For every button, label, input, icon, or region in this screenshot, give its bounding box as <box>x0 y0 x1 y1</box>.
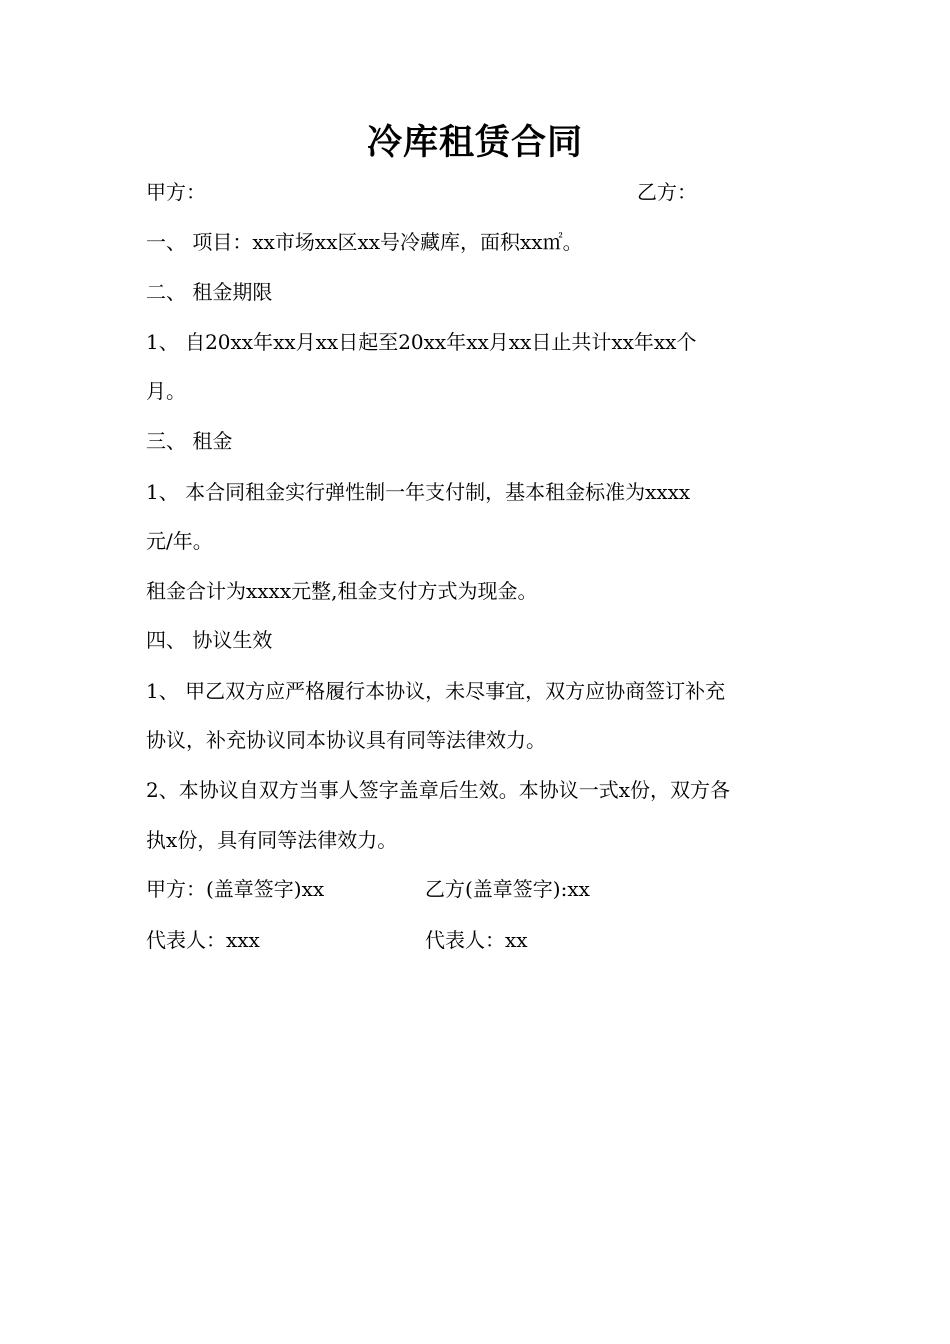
section-4-paragraph-2-line-1: 2、本协议自双方当事人签字盖章后生效。本协议一式x份，双方各 <box>146 778 731 802</box>
representative-party-a: 代表人：xxx <box>146 928 260 952</box>
section-3-paragraph-1-line-2: 元/年。 <box>146 529 213 553</box>
section-4-paragraph-2-line-2: 执x份，具有同等法律效力。 <box>146 828 398 852</box>
signature-party-a: 甲方：(盖章签字)xx <box>146 877 325 901</box>
section-4-paragraph-1-line-1: 1、 甲乙双方应严格履行本协议，未尽事宜，双方应协商签订补充 <box>146 679 726 703</box>
signature-party-b: 乙方(盖章签字):xx <box>425 877 590 901</box>
section-2-heading: 二、 租金期限 <box>146 280 273 304</box>
section-4-heading: 四、 协议生效 <box>146 628 273 652</box>
section-3-heading: 三、 租金 <box>146 429 233 453</box>
representative-party-b: 代表人：xx <box>425 928 528 952</box>
section-3-paragraph-1-line-1: 1、 本合同租金实行弹性制一年支付制，基本租金标准为xxxx <box>146 480 691 504</box>
section-2-paragraph-1-line-1: 1、 自20xx年xx月xx日起至20xx年xx月xx日止共计xx年xx个 <box>146 330 697 354</box>
section-2-paragraph-1-line-2: 月。 <box>146 379 186 403</box>
party-a-label: 甲方： <box>146 180 206 204</box>
section-3-paragraph-2: 租金合计为xxxx元整,租金支付方式为现金。 <box>146 579 538 603</box>
document-title: 冷库租赁合同 <box>366 122 583 163</box>
section-4-paragraph-1-line-2: 协议，补充协议同本协议具有同等法律效力。 <box>146 728 546 752</box>
item-1-project: 一、 项目：xx市场xx区xx号冷藏库，面积xx㎡。 <box>146 230 583 254</box>
party-b-label: 乙方： <box>637 180 697 204</box>
